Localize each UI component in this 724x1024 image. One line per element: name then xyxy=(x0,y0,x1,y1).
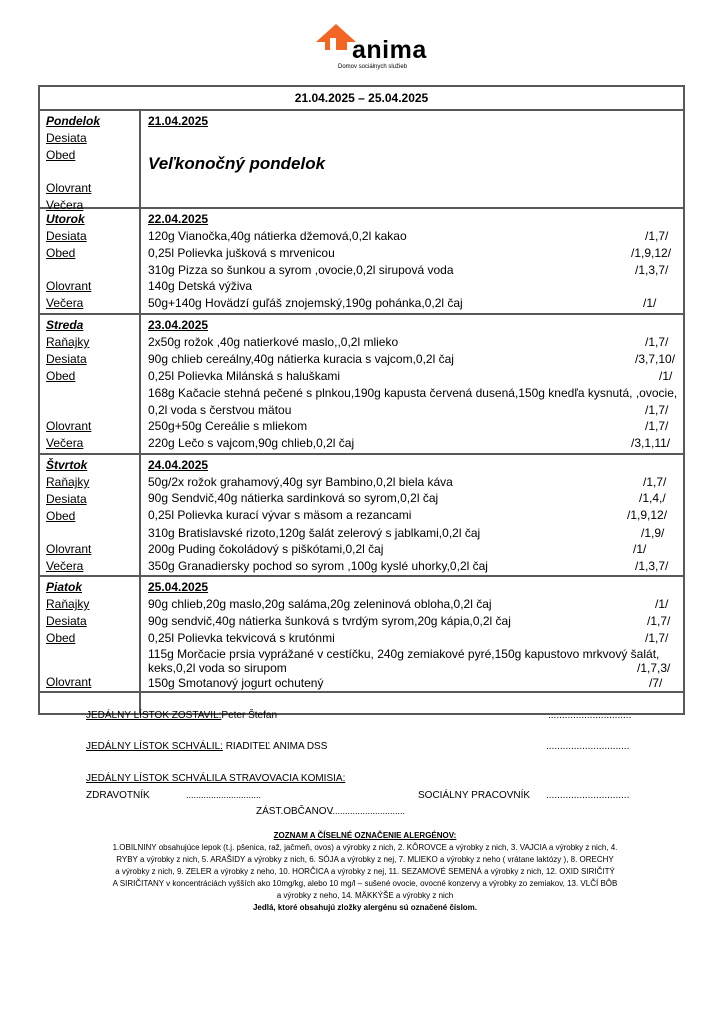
allergen-code: /1,7/ xyxy=(647,614,671,628)
allergen-code: /1,9/ xyxy=(641,526,665,540)
menu-item: 220g Lečo s vajcom,90g chlieb,0,2l čaj xyxy=(148,436,355,450)
slot-label: Desiata xyxy=(46,229,87,243)
allergen-legend xyxy=(80,830,650,914)
approved-name: RIADITEĽ ANIMA DSS xyxy=(225,741,328,752)
compiled-by xyxy=(86,710,277,721)
allergen-code: /1,7/ xyxy=(645,419,669,433)
allergen-code: /3,1,11/ xyxy=(631,436,671,450)
allergen-code: /1/ xyxy=(655,597,669,611)
allergen-code: /1,9,12/ xyxy=(627,508,668,522)
logo-subtitle: Domov sociálnych služieb xyxy=(338,64,408,70)
menu-item: 200g Puding čokoládový s piškótami,0,2l čaj xyxy=(148,542,384,556)
day-name: Utorok xyxy=(46,212,85,226)
allergen-code: /1/ xyxy=(633,542,647,556)
approved-label: JEDÁLNY LÍSTOK SCHVÁLIL: xyxy=(86,741,223,752)
commission-label: JEDÁLNY LÍSTOK SCHVÁLILA STRAVOVACIA KOMISIA: xyxy=(86,773,346,784)
allergen-code: /1,7/ xyxy=(645,335,669,349)
menu-item: 310g Bratislavské rizoto,120g šalát zelerový s jablkami,0,2l čaj xyxy=(148,526,481,540)
menu-item: 310g Pizza so šunkou a syrom ,ovocie,0,2l sirupová voda xyxy=(148,263,454,277)
slot-label: Večera xyxy=(46,559,84,573)
day-name: Štvrtok xyxy=(46,458,88,472)
day-name: Pondelok xyxy=(46,114,101,128)
menu-item: 0,25l Polievka Milánská s haluškami xyxy=(148,369,341,383)
menu-item: 50g+140g Hovädzí guľáš znojemský,190g pohánka,0,2l čaj xyxy=(148,296,463,310)
slot-label: Olovrant xyxy=(46,181,92,195)
slot-label: Večera xyxy=(46,198,84,212)
slot-label: Obed xyxy=(46,369,76,383)
day-thursday xyxy=(40,455,683,577)
menu-item: 90g Sendvič,40g nátierka sardinková so syrom,0,2l čaj xyxy=(148,491,439,505)
day-tuesday xyxy=(40,209,683,315)
menu-item: 0,25l Polievka jušková s mrvenicou xyxy=(148,246,335,260)
citizens-label: ZÁST.OBČANOV xyxy=(256,806,334,817)
allergen-code: /3,7,10/ xyxy=(635,352,676,366)
anima-logo xyxy=(316,24,426,74)
holiday-title: Veľkonočný pondelok xyxy=(148,154,326,173)
day-date: 23.04.2025 xyxy=(148,318,209,332)
menu-item: 350g Granadiersky pochod so syrom ,100g kyslé uhorky,0,2l čaj xyxy=(148,559,488,573)
slot-label: Olovrant xyxy=(46,675,92,689)
approved-by xyxy=(86,741,327,752)
menu-item: 140g Detská výživa xyxy=(148,279,253,293)
allergen-code: /1/ xyxy=(643,296,657,310)
menu-table xyxy=(38,85,685,715)
legend-line: 1.OBILNINY obsahujúce lepok (t.j. pšenica, raž, jačmeň, ovos) a výrobky z nich, 2. KÔROVCE a výrobky z nich, 3. VAJCIA a výrobky z nich, 4. xyxy=(112,843,618,852)
signature-line: .............................. xyxy=(186,790,262,800)
slot-label: Olovrant xyxy=(46,542,92,556)
legend-line: A SIRIČITANY v koncentráciách vyšších ako 10mg/kg, alebo 10 mg/l – sušené ovocie, ovocné konzervy a výrobky zo zemiakov, 13. VLČÍ BÔB xyxy=(112,879,618,888)
allergen-code: /1,9,12/ xyxy=(631,246,672,260)
slot-label: Obed xyxy=(46,509,76,523)
slot-label: Raňajky xyxy=(46,335,90,349)
logo-name: anima xyxy=(352,36,427,64)
menu-item: 120g Vianočka,40g nátierka džemová,0,2l kakao xyxy=(148,229,407,243)
slot-label: Obed xyxy=(46,246,76,260)
menu-item: 90g chlieb,20g maslo,20g saláma,20g zeleninová obloha,0,2l čaj xyxy=(148,597,492,611)
signature-line: .............................. xyxy=(330,806,406,816)
compiled-label: JEDÁLNY LÍSTOK ZOSTAVIL: xyxy=(86,710,222,721)
slot-label: Večera xyxy=(46,436,84,450)
allergen-code: /7/ xyxy=(649,676,663,690)
signature-line: .............................. xyxy=(546,741,630,752)
menu-item: 2x50g rožok ,40g natierkové maslo,,0,2l mlieko xyxy=(148,335,399,349)
social-worker-label: SOCIÁLNY PRACOVNÍK xyxy=(418,790,531,801)
slot-label: Raňajky xyxy=(46,475,90,489)
day-wednesday xyxy=(40,315,683,455)
day-name: Streda xyxy=(46,318,84,332)
slot-label: Obed xyxy=(46,148,76,162)
day-friday xyxy=(40,577,683,693)
allergen-code: /1,3,7/ xyxy=(635,263,669,277)
slot-label: Raňajky xyxy=(46,597,90,611)
allergen-code: /1,7/ xyxy=(645,631,669,645)
menu-item: 0,2l voda s čerstvou mätou xyxy=(148,403,292,417)
menu-item: 0,25l Polievka tekvicová s krutónmi xyxy=(148,631,335,645)
day-name: Piatok xyxy=(46,580,83,594)
slot-label: Olovrant xyxy=(46,279,92,293)
menu-item: 90g sendvič,40g nátierka šunková s tvrdým syrom,20g kápia,0,2l čaj xyxy=(148,614,511,628)
house-logo-icon xyxy=(316,24,356,50)
slot-label: Desiata xyxy=(46,492,87,506)
allergen-code: /1,7,3/ xyxy=(637,661,671,675)
day-date: 24.04.2025 xyxy=(148,458,209,472)
slot-label: Obed xyxy=(46,631,76,645)
menu-item: 90g chlieb cereálny,40g nátierka kuracia s vajcom,0,2l čaj xyxy=(148,352,454,366)
slot-label: Desiata xyxy=(46,614,87,628)
legend-title: ZOZNAM A ČÍSELNÉ OZNAČENIE ALERGÉNOV: xyxy=(273,831,457,840)
menu-item: keks,0,2l voda so sirupom xyxy=(148,661,287,675)
legend-line: RYBY a výrobky z nich, 5. ARAŠIDY a výrobky z nich, 6. SÓJA a výrobky z nej, 7. MLIEKO a výrobky z neho ( vrátane laktózy ), 8. ORECHY xyxy=(116,855,614,864)
signature-line: .............................. xyxy=(548,710,632,721)
allergen-code: /1/ xyxy=(659,369,673,383)
slot-label: Večera xyxy=(46,296,84,310)
signature-line: .............................. xyxy=(546,790,630,801)
slot-label: Desiata xyxy=(46,352,87,366)
allergen-code: /1,3,7/ xyxy=(635,559,669,573)
legend-note: Jedlá, ktoré obsahujú zložky alergénu sú označené číslom. xyxy=(252,903,478,912)
day-monday xyxy=(40,111,683,212)
day-date: 22.04.2025 xyxy=(148,212,209,226)
allergen-code: /1,4,/ xyxy=(639,491,666,505)
day-date: 25.04.2025 xyxy=(148,580,209,594)
nurse-label: ZDRAVOTNÍK xyxy=(86,790,150,801)
allergen-code: /1,7/ xyxy=(645,403,669,417)
menu-item: 168g Kačacie stehná pečené s plnkou,190g kapusta červená dusená,150g knedľa kysnutá, ,ovocie, xyxy=(148,386,678,400)
legend-line: a výrobky z neho, 14. MÄKKÝŠE a výrobky z nich xyxy=(276,891,454,900)
date-range-header: 21.04.2025 – 25.04.2025 xyxy=(40,87,683,111)
menu-item: 250g+50g Cereálie s mliekom xyxy=(148,419,308,433)
menu-item: 50g/2x rožok grahamový,40g syr Bambino,0,2l biela káva xyxy=(148,475,453,489)
slot-label: Olovrant xyxy=(46,419,92,433)
legend-line: a výrobky z nich, 9. ZELER a výrobky z neho, 10. HORČICA a výrobky z nej, 11. SEZAMOVÉ SEMENÁ a výrobky z nich, 12. OXID SIRIČITÝ xyxy=(115,867,615,876)
allergen-code: /1,7/ xyxy=(643,475,667,489)
day-date: 21.04.2025 xyxy=(148,114,209,128)
menu-item: 0,25l Polievka kurací vývar s mäsom a rezancami xyxy=(148,508,412,522)
allergen-code: /1,7/ xyxy=(645,229,669,243)
menu-item: 150g Smotanový jogurt ochutený xyxy=(148,676,324,690)
menu-item: 115g Morčacie prsia vyprážané v cestíčku, 240g zemiakové pyré,150g kapustovo mrkvový šalát, xyxy=(148,647,660,661)
compiled-name: Peter Štefan xyxy=(221,710,278,721)
slot-label: Desiata xyxy=(46,131,87,145)
